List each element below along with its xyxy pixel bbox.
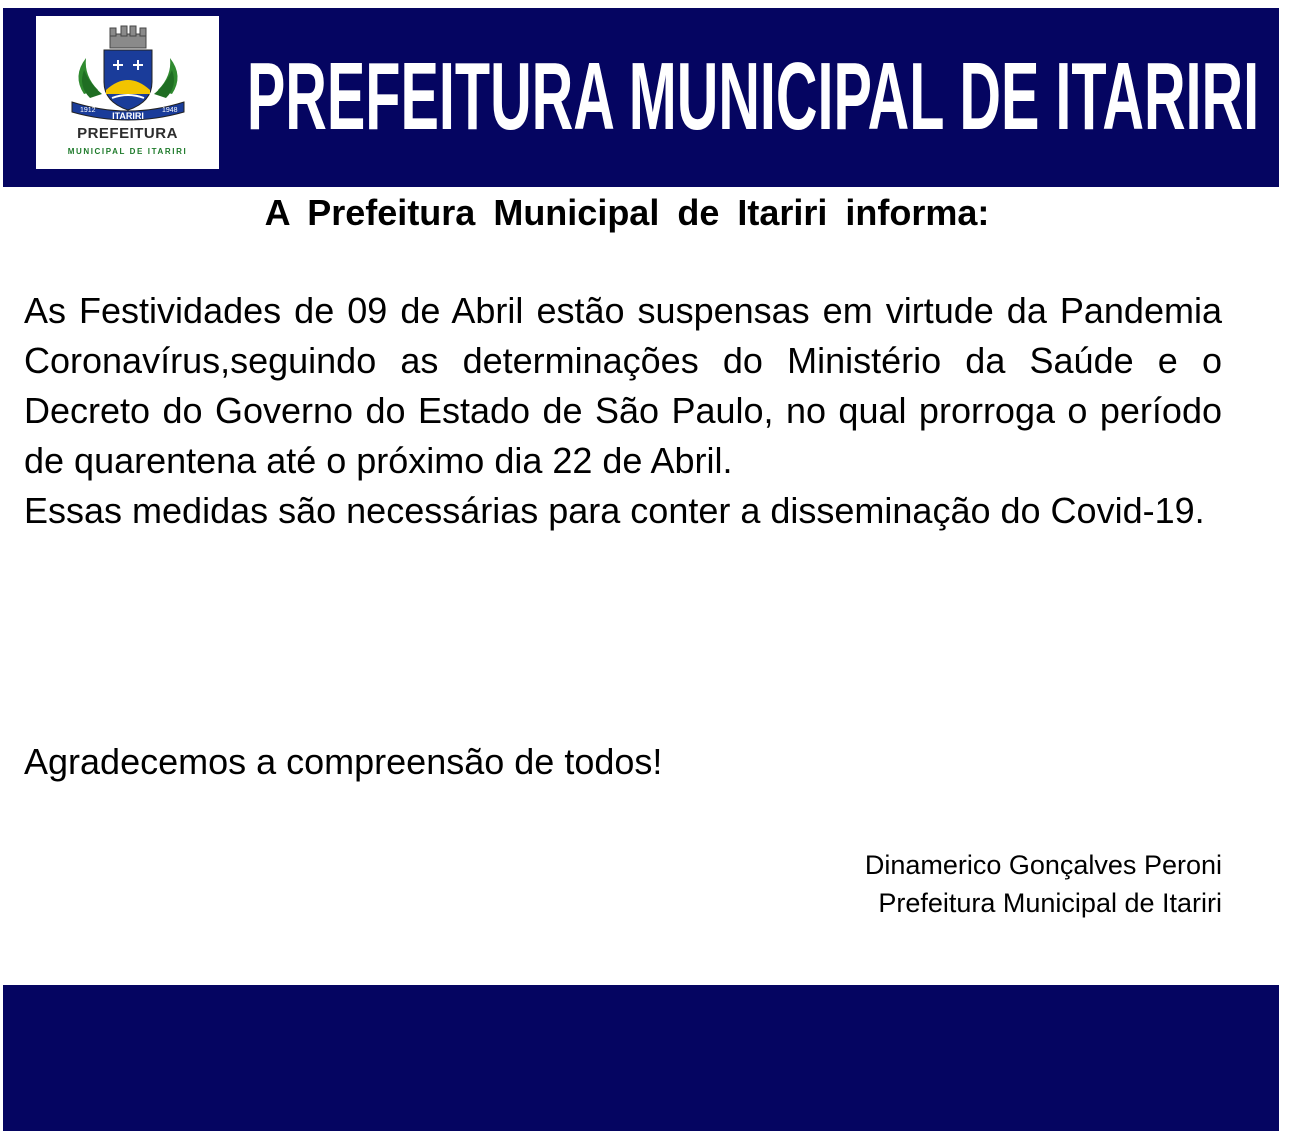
announcement-paragraph: As Festividades de 09 de Abril estão suspensas em virtude da Pandemia Coronavírus,seguindo as determinações do Ministério da Saúde e o Decreto do Governo do Estado de São Paulo, no qual prorroga o período de quarentena até o próximo dia 22 de Abril. (24, 290, 1222, 481)
coat-of-arms-icon (66, 24, 190, 124)
signature-block (865, 846, 1222, 922)
logo-sublabel: MUNICIPAL DE ITARIRI (67, 147, 188, 156)
signature-organization: Prefeitura Municipal de Itariri (878, 888, 1222, 918)
announcement-body (24, 286, 1222, 536)
logo (36, 16, 219, 169)
header-band (3, 8, 1279, 187)
announcement-subtitle: A Prefeitura Municipal de Itariri informa: (264, 192, 990, 233)
logo-label: PREFEITURA (77, 125, 178, 142)
footer-band (3, 985, 1279, 1131)
logo-ribbon-text: ITARIRI (112, 111, 144, 121)
logo-year-right: 1948 (162, 107, 178, 114)
thanks-message: Agradecemos a compreensão de todos! (24, 741, 663, 782)
logo-year-left: 1912 (80, 107, 96, 114)
announcement-paragraph: Essas medidas são necessárias para conter a disseminação do Covid-19. (24, 490, 1205, 531)
header-title: PREFEITURA MUNICIPAL DE ITARIRI (246, 43, 1260, 150)
signature-name: Dinamerico Gonçalves Peroni (864, 850, 1222, 880)
